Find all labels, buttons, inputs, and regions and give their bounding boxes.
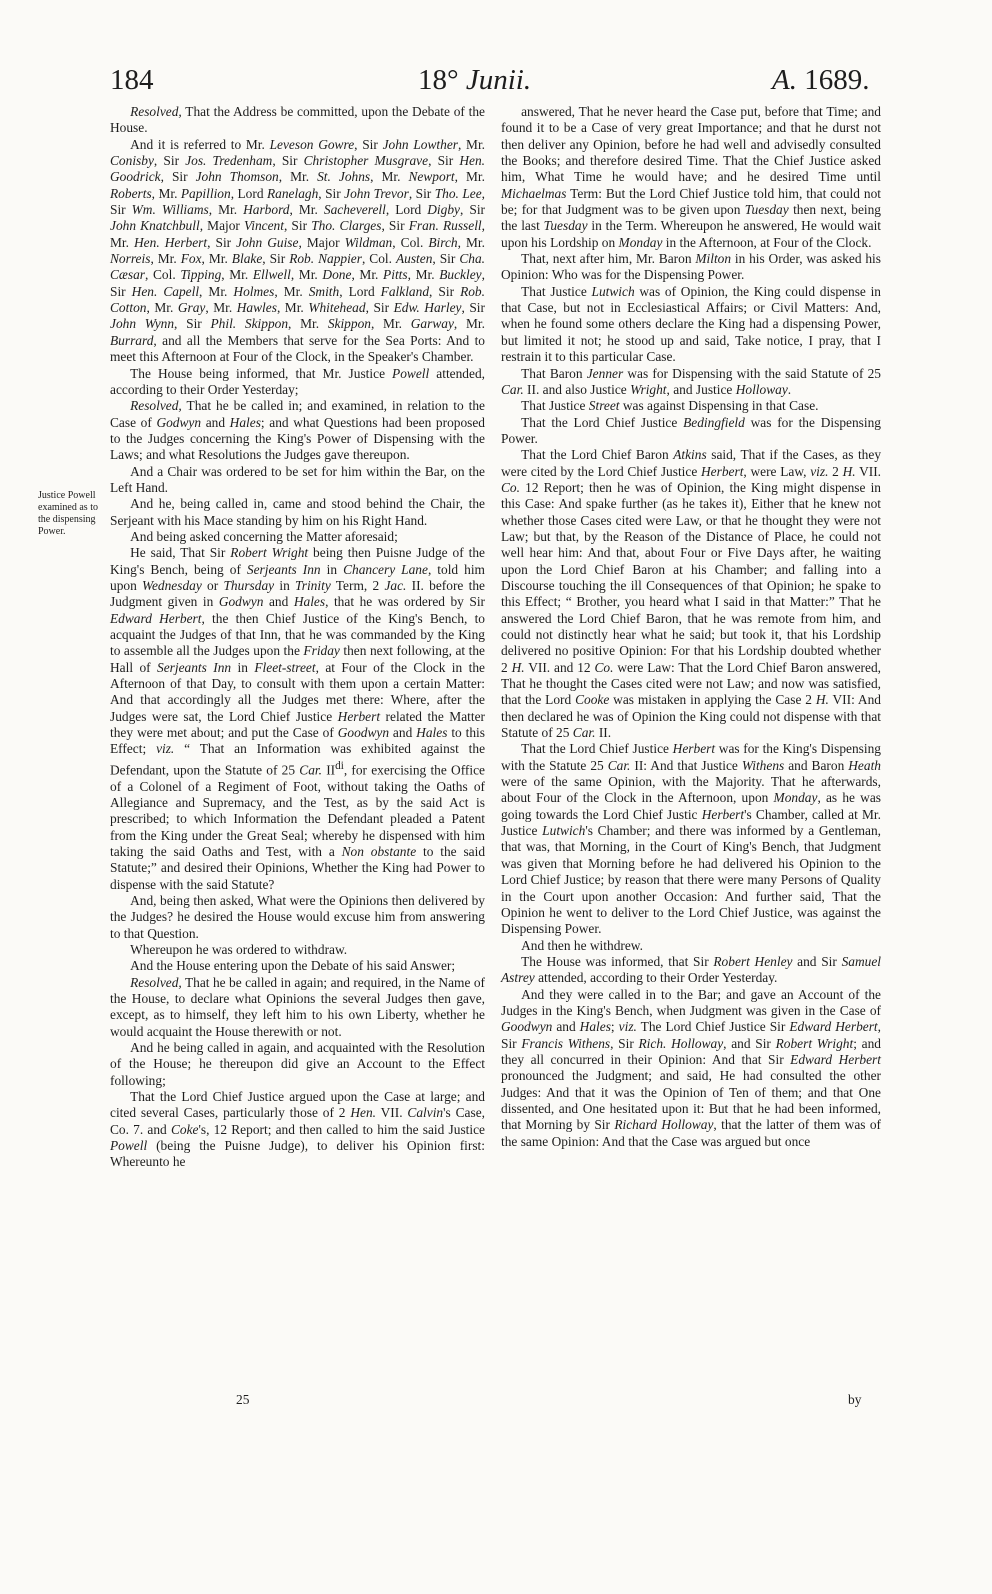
paragraph: And he, being called in, came and stood behind the Chair, the Serjeant with his Mace standing by him on his Right Hand. xyxy=(110,496,485,528)
paragraph: That the Lord Chief Justice argued upon the Case at large; and cited several Cases, particularly those of 2 Hen. VII. Calvin's Case, Co. 7. and Coke's, 12 Report; and then called to him the said Justice Powell (being the Puisne Judge), to deliver his Opinion first: Whereunto he xyxy=(110,1089,485,1170)
paragraph: That the Lord Chief Justice Bedingfield was for the Dispensing Power. xyxy=(501,414,881,446)
paragraph: And then he withdrew. xyxy=(521,937,643,953)
paragraph: Resolved, That he be called in; and examined, in relation to the Case of Godwyn and Hales; and what Questions had been proposed to the Judges concerning the King's Power of Dispensing with the Laws; and what Resolutions the Judges gave thereupon. xyxy=(110,398,486,463)
paragraph: Resolved, That he be called in again; and required, in the Name of the House, to declare what Opinions the several Judges then gave, except, as to himself, they left him to his own Liberty, whether he would acquaint the House therewith or not. xyxy=(110,974,485,1039)
year-prefix: A. xyxy=(772,64,805,96)
date-month: Junii. xyxy=(465,64,532,96)
paragraph: And they were called in to the Bar; and gave an Account of the Judges in the King's Bench, when Judgment was given in the Case of Goodwyn and Hales; viz. The Lord Chief Justice Sir Edward Herbert, Sir Francis Withens, Sir Rich. Holloway, and Sir Robert Wright; and they all concurred in their Opinion: And that Sir Edward Herbert pronounced the Judgment; and said, He had consulted the other Judges: And that it was the Opinion of Ten of them; and that One dissented, and One hesitated upon it: But that he had been informed, that Morning by Sir Richard Holloway, that the latter of them was of the same Opinion: And that the Case was argued but once xyxy=(501,986,882,1149)
paragraph: That the Lord Chief Justice Herbert was for the King's Dispensing with the Statute 25 Car. II: And that Justice Withens and Baron Heath were of the same Opinion, with the Majority. That he afterwards, about Four of the Clock in the Afternoon, upon Monday, as he was going towards the Lord Chief Justic Herbert's Chamber, called at Mr. Justice Lutwich's Chamber; and there was informed by a Gentleman, that was, that Morning, in the Court of King's Bench, that Judgment was given that Morning before he had delivered his Opinion to the Lord Chief Justice; by reason that there were many Persons of Quality in the Court upon another Occasion: And further said, That the Opinion he went to deliver to the Lord Chief Justice, was against the Dispensing Power. xyxy=(501,741,882,937)
paragraph: And being asked concerning the Matter aforesaid; xyxy=(130,528,398,544)
signature-mark: 25 xyxy=(236,1392,250,1407)
date-day: 18° xyxy=(418,64,466,96)
page-number: 184 xyxy=(110,64,154,96)
catchword: by xyxy=(848,1392,862,1407)
paragraph: And a Chair was ordered to be set for him within the Bar, on the Left Hand. xyxy=(110,463,485,495)
paragraph: answered, That he never heard the Case put, before that Time; and found it to be a Case of very great Importance; and that he durst not then deliver any Opinion, before he had well and advisedly consulted the Books; and therefore desired Time. That the Chief Justice asked him, What Time he would have; and he desired Time until Michaelmas Term: But the Lord Chief Justice told him, that could not be; for that Judgment was to be given upon Tuesday then next, being the last Tuesday in the Term. Whereupon he answered, He would wait upon his Lordship on Monday in the Afternoon, at Four of the Clock. xyxy=(501,104,882,250)
paragraph: And the House entering upon the Debate of his said Answer; xyxy=(130,958,456,974)
paragraph: Resolved, That the Address be committed, upon the Debate of the House. xyxy=(110,104,485,136)
paragraph: That the Lord Chief Baron Atkins said, That if the Cases, as they were cited by the Lord Chief Justice Herbert, were Law, viz. 2 H. VII. Co. 12 Report; then he was of Opinion, the King might dispense in this Case: And spake further (as he takes it), Either that he knew not whether those Cases cited were Law, or that he thought they were not Law; but that, by the Reason of the Distance of Place, he could not well hear him: And that, about Four or Five Days after, he waiting upon the Lord Chief Baron at his Chamber; and falling into a Discourse touching the ill Consequences of that Opinion; he spake to this Effect; “ Brother, you heard what I said in that Matter:” That he answered the Lord Chief Baron, that he was remote from him, and could not distinctly hear what he said; but took it, that his Lordship delivered no positive Opinion: For that his Lordship doubted whether 2 H. VII. and 12 Co. were Law: That the Lord Chief Baron answered, That he thought the Cases cited were not Law; and now was satisfied, that the Lord Cooke was mistaken in applying the Case 2 H. VII: And then declared he was of Opinion the King could not dispense with that Statute of 25 Car. II. xyxy=(501,447,882,741)
paragraph: That, next after him, Mr. Baron Milton in his Order, was asked his Opinion: Who was for the Dispensing Power. xyxy=(501,251,881,283)
paragraph: He said, That Sir Robert Wright being then Puisne Judge of the King's Bench, being of Serjeants Inn in Chancery Lane, told him upon Wednesday or Thursday in Trinity Term, 2 Jac. II. before the Judgment given in Godwyn and Hales, that he was ordered by Sir Edward Herbert, the then Chief Justice of the King's Bench, to acquaint the Judges of that Inn, that he was commanded by the King to assemble all the Judges upon the Friday then next following, at the Hall of Serjeants Inn in Fleet-street, at Four of the Clock in the Afternoon of that Day, to consult with them upon a certain Matter: And that accordingly all the Judges met there: Where, after the Judges were sat, the Lord Chief Justice Herbert related the Matter they were met about; and put the Case of Goodwyn and Hales to this Effect; viz. “ That an Information was exhibited against the Defendant, upon the Statute of 25 Car. $II^{di}$, for exercising the Office of a Colonel of a Regiment of Foot, without taking the Oaths of Allegiance and Supremacy, and the Test, as by the said Act is prescribed; to which Information the Defendant pleaded a Patent from the King under the Great Seal; whereby he dispensed with him taking the said Oaths and Test, with a Non obstante to the said Statute;” and desired their Opinions, Whether the King had Power to dispense with the said Statute? xyxy=(110,545,486,892)
left-column xyxy=(110,104,485,1171)
paragraph: And it is referred to Mr. Leveson Gowre, Sir John Lowther, Mr. Conisby, Sir Jos. Tredenham, Sir Christopher Musgrave, Sir Hen. Goodrick, Sir John Thomson, Mr. St. Johns, Mr. Newport, Mr. Roberts, Mr. Papillion, Lord Ranelagh, Sir John Trevor, Sir Tho. Lee, Sir Wm. Williams, Mr. Harbord, Mr. Sacheverell, Lord Digby, Sir John Knatchbull, Major Vincent, Sir Tho. Clarges, Sir Fran. Russell, Mr. Hen. Herbert, Sir John Guise, Major Wildman, Col. Birch, Mr. Norreis, Mr. Fox, Mr. Blake, Sir Rob. Nappier, Col. Austen, Sir Cha. Cæsar, Col. Tipping, Mr. Ellwell, Mr. Done, Mr. Pitts, Mr. Buckley, Sir Hen. Capell, Mr. Holmes, Mr. Smith, Lord Falkland, Sir Rob. Cotton, Mr. Gray, Mr. Hawles, Mr. Whitehead, Sir Edw. Harley, Sir John Wynn, Sir Phil. Skippon, Mr. Skippon, Mr. Garway, Mr. Burrard, and all the Members that serve for the Sea Ports: And to meet this Afternoon at Four of the Clock, in the Speaker's Chamber. xyxy=(110,136,486,365)
paragraph: The House was informed, that Sir Robert Henley and Sir Samuel Astrey attended, according to their Order Yesterday. xyxy=(501,953,881,986)
paragraph: That Baron Jenner was for Dispensing with the said Statute of 25 Car. II. and also Justice Wright, and Justice Holloway. xyxy=(501,365,881,397)
paragraph: Whereupon he was ordered to withdraw. xyxy=(130,942,348,957)
right-column xyxy=(501,104,881,1150)
paragraph: The House being informed, that Mr. Justice Powell attended, according to their Order Yesterday; xyxy=(110,365,485,397)
paragraph: That Justice Street was against Dispensing in that Case. xyxy=(521,398,819,414)
running-year xyxy=(772,60,869,100)
paragraph: And, being then asked, What were the Opinions then delivered by the Judges? he desired the House would excuse him from answering to that Question. xyxy=(110,892,485,941)
running-date xyxy=(418,60,531,100)
margin-note: Justice Powell examined as to the dispensing Power. xyxy=(38,490,98,537)
paragraph: And he being called in again, and acquainted with the Resolution of the House; he thereupon did give an Account to the Effect following; xyxy=(110,1040,485,1088)
year-value: 1689. xyxy=(804,64,870,96)
paragraph: That Justice Lutwich was of Opinion, the King could dispense in that Case, but not in Ecclesiastical Affairs; or Civil Matters: And, when he found some others declare the King had a dispensing Power, but limited it not; he stood up and said, Take notice, I pray, that I restrain it to this particular Case. xyxy=(501,283,882,365)
